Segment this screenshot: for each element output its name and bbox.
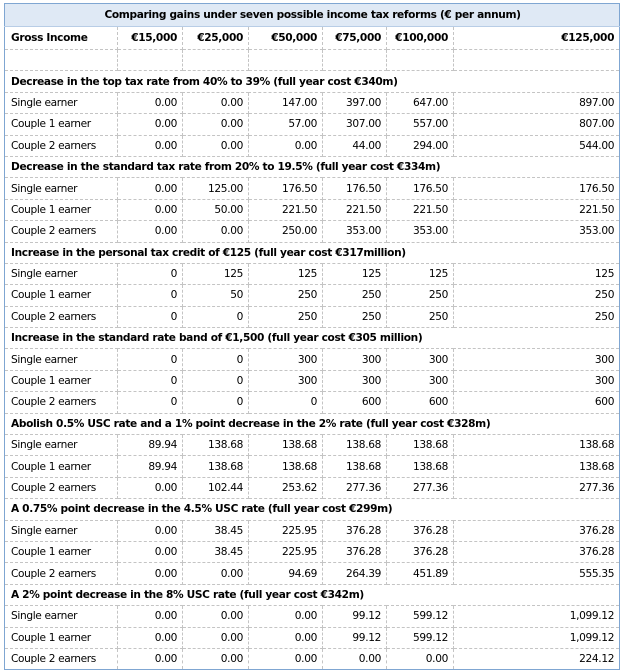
gross-income-label: Gross Income [5, 27, 118, 50]
gain-value-cell: 125 [387, 263, 454, 284]
gain-value-cell: 224.12 [579, 653, 615, 666]
gain-value-cell: 138.68 [454, 456, 620, 477]
table-row [5, 541, 620, 562]
gain-value-cell: 138.68 [454, 435, 620, 456]
table-row [5, 221, 620, 242]
table-row [5, 285, 620, 306]
gain-value-cell: 50 [183, 285, 249, 306]
gain-value-cell: 225.95 [249, 520, 323, 541]
gain-value-cell: 0 [183, 349, 249, 370]
household-type-label: Couple 2 earners [5, 135, 118, 156]
gain-value-cell: 38.45 [183, 541, 249, 562]
gain-value-cell: 897.00 [454, 92, 620, 113]
household-type-label: Couple 2 earners [5, 563, 118, 584]
gain-value-cell: 376.28 [454, 541, 620, 562]
gain-value-cell: 0.00 [183, 606, 249, 627]
gain-value-cell: 221.50 [249, 199, 323, 220]
gain-value-cell: 0 [118, 392, 183, 413]
section-header-row [5, 499, 620, 520]
gain-value-cell: 221.50 [323, 199, 387, 220]
income-header-100000: €100,000 [387, 27, 454, 50]
gain-value-cell: 0.00 [249, 135, 323, 156]
gain-value-cell: 300 [323, 349, 387, 370]
gain-value-cell: 221.50 [454, 199, 620, 220]
gain-value-cell: 600 [454, 392, 620, 413]
gain-value-cell: 0 [183, 370, 249, 391]
gain-value-cell: 0.00 [183, 648, 249, 669]
gain-value-cell: 277.36 [387, 477, 454, 498]
gain-value-cell: 147.00 [249, 92, 323, 113]
gain-value-cell: 250 [387, 285, 454, 306]
gain-value-cell: 138.68 [183, 435, 249, 456]
gain-value-cell: 0 [183, 306, 249, 327]
gain-value-cell: 99.12 [323, 606, 387, 627]
table-row [5, 263, 620, 284]
gain-value-cell: 300 [387, 349, 454, 370]
spacer-cell [454, 50, 620, 71]
gain-value-cell: 0.00 [118, 541, 183, 562]
gain-value-cell: 0.00 [118, 135, 183, 156]
gain-value-cell: 0.00 [118, 563, 183, 584]
gain-value-cell: 600 [323, 392, 387, 413]
gain-value-cell: 0.00 [118, 648, 183, 669]
table-body [5, 4, 620, 670]
gross-income-header-row [5, 27, 620, 50]
gain-value-cell: 1,099.12 [454, 627, 620, 648]
gain-value-cell: 0 [118, 370, 183, 391]
gain-value-cell: 0.00 [118, 114, 183, 135]
spacer-cell [249, 50, 323, 71]
household-type-label: Couple 1 earner [5, 627, 118, 648]
gain-value-cell: 0 [249, 392, 323, 413]
gain-value-cell: 0.00 [323, 648, 387, 669]
section-title: Increase in the standard rate band of €1,500 (full year cost €305 million) [5, 328, 620, 349]
household-type-label: Couple 1 earner [5, 456, 118, 477]
gain-value-cell: 0.00 [183, 135, 249, 156]
income-tax-reforms-table [4, 3, 620, 670]
section-title: Decrease in the top tax rate from 40% to 39% (full year cost €340m) [5, 71, 620, 92]
gain-value-cell: 0.00 [183, 627, 249, 648]
gain-value-cell: 176.50 [454, 178, 620, 199]
gain-value-cell: 353.00 [387, 221, 454, 242]
gain-value-cell: 138.68 [249, 435, 323, 456]
gain-value-cell: 138.68 [323, 435, 387, 456]
gain-value-cell: 125 [454, 263, 620, 284]
gain-value-cell: 0 [183, 392, 249, 413]
table-row [5, 370, 620, 391]
gain-value-cell: 0.00 [183, 221, 249, 242]
section-header-row [5, 328, 620, 349]
gain-value-cell: 0.00 [118, 477, 183, 498]
household-type-label: Couple 2 earners [5, 648, 118, 669]
table-row [5, 520, 620, 541]
gain-value-cell: 300 [387, 370, 454, 391]
table-title-row [5, 4, 620, 27]
table-row [5, 178, 620, 199]
household-type-label: Couple 2 earners [5, 221, 118, 242]
gain-value-cell: 0.00 [118, 178, 183, 199]
gain-value-cell: 300 [454, 370, 620, 391]
gain-value-cell: 0 [118, 285, 183, 306]
gain-value-cell: 0 [118, 263, 183, 284]
table-row [5, 135, 620, 156]
gain-value-cell: 0.00 [118, 92, 183, 113]
gain-value-cell: 89.94 [118, 456, 183, 477]
gain-value-cell: 376.28 [387, 541, 454, 562]
income-header-15000: €15,000 [118, 27, 183, 50]
gain-value-cell: 300 [323, 370, 387, 391]
spacer-cell [5, 50, 118, 71]
gain-value-cell: 0.00 [118, 520, 183, 541]
gain-value-cell: 0.00 [249, 648, 323, 669]
table-row [5, 92, 620, 113]
household-type-label: Couple 1 earner [5, 114, 118, 135]
gain-value-cell: 376.28 [387, 520, 454, 541]
gain-value-cell: 0.00 [249, 606, 323, 627]
gain-value-cell: 0.00 [118, 199, 183, 220]
table-row [5, 435, 620, 456]
gain-value-cell: 300 [249, 349, 323, 370]
gain-value-cell: 38.45 [183, 520, 249, 541]
household-type-label: Couple 1 earner [5, 370, 118, 391]
gain-value-cell: 555.35 [454, 563, 620, 584]
household-type-label: Couple 1 earner [5, 541, 118, 562]
household-type-label: Single earner [5, 92, 118, 113]
gain-value-cell: 99.12 [323, 627, 387, 648]
section-header-row [5, 242, 620, 263]
gain-value-cell: 376.28 [454, 520, 620, 541]
spacer-cell [118, 50, 183, 71]
gain-value-cell: 138.68 [387, 435, 454, 456]
gain-value-cell: 376.28 [323, 541, 387, 562]
gain-value-cell: 397.00 [323, 92, 387, 113]
gain-value-cell: 307.00 [323, 114, 387, 135]
gain-value-cell: 0.00 [118, 221, 183, 242]
gain-value-cell: 125 [249, 263, 323, 284]
gain-value-cell: 253.62 [249, 477, 323, 498]
table-row [5, 306, 620, 327]
gain-value-cell: 44.00 [323, 135, 387, 156]
gain-value-cell: 0.00 [183, 92, 249, 113]
gain-value-cell: 176.50 [249, 178, 323, 199]
spacer-cell [387, 50, 454, 71]
gain-value-cell: 138.68 [183, 456, 249, 477]
household-type-label: Couple 2 earners [5, 306, 118, 327]
section-header-row [5, 71, 620, 92]
gain-value-cell: 376.28 [323, 520, 387, 541]
gain-value-cell: 125.00 [183, 178, 249, 199]
gain-value-cell: 250 [387, 306, 454, 327]
gain-value-cell: 138.68 [387, 456, 454, 477]
table-row [5, 563, 620, 584]
gain-value-cell: 250 [454, 285, 620, 306]
gain-value-cell: 544.00 [454, 135, 620, 156]
gain-value-cell: 176.50 [387, 178, 454, 199]
gain-value-cell: 557.00 [387, 114, 454, 135]
gain-value-cell: 353.00 [454, 221, 620, 242]
gain-value-cell: 225.95 [249, 541, 323, 562]
gain-value-cell: 221.50 [387, 199, 454, 220]
gain-value-cell: 102.44 [183, 477, 249, 498]
gain-value-cell: 451.89 [387, 563, 454, 584]
spacer-row [5, 50, 620, 71]
income-header-25000: €25,000 [183, 27, 249, 50]
gain-value-cell: 250 [323, 285, 387, 306]
income-header-50000: €50,000 [249, 27, 323, 50]
gain-value-cell: 125 [323, 263, 387, 284]
gain-value-cell: 50.00 [183, 199, 249, 220]
gain-value-cell: 89.94 [118, 435, 183, 456]
gain-value-cell: 0.00 [118, 606, 183, 627]
gain-value-cell: 176.50 [323, 178, 387, 199]
gain-value-cell: 294.00 [387, 135, 454, 156]
gain-value-cell: 138.68 [323, 456, 387, 477]
gain-value-cell: 0.00 [249, 627, 323, 648]
household-type-label: Single earner [5, 349, 118, 370]
section-title: Decrease in the standard tax rate from 20% to 19.5% (full year cost €334m) [5, 156, 620, 177]
gain-value-cell: 125 [183, 263, 249, 284]
household-type-label: Couple 1 earner [5, 285, 118, 306]
gain-value-cell: 264.39 [323, 563, 387, 584]
gain-value-cell: 0 [118, 349, 183, 370]
spacer-cell [323, 50, 387, 71]
gain-value-cell: 599.12 [387, 606, 454, 627]
table-row [5, 456, 620, 477]
gain-value-cell: 300 [249, 370, 323, 391]
section-title: Increase in the personal tax credit of €125 (full year cost €317million) [5, 242, 620, 263]
household-type-label: Couple 2 earners [5, 392, 118, 413]
table-title: Comparing gains under seven possible income tax reforms (€ per annum) [5, 4, 620, 27]
gain-value-cell: 0.00 [387, 648, 454, 669]
household-type-label: Couple 2 earners [5, 477, 118, 498]
section-header-row [5, 584, 620, 605]
section-title: Abolish 0.5% USC rate and a 1% point decrease in the 2% rate (full year cost €328m) [5, 413, 620, 434]
gain-value-cell: 277.36 [323, 477, 387, 498]
gain-value-cell: 0.00 [183, 563, 249, 584]
table-row [5, 606, 620, 627]
table-row [5, 477, 620, 498]
gain-value-cell: 250.00 [249, 221, 323, 242]
section-header-row [5, 413, 620, 434]
gain-value-cell: 250 [454, 306, 620, 327]
gain-value-cell: 57.00 [249, 114, 323, 135]
household-type-label: Single earner [5, 178, 118, 199]
section-title: A 2% point decrease in the 8% USC rate (full year cost €342m) [5, 584, 620, 605]
gain-value-cell: 599.12 [387, 627, 454, 648]
gain-value-cell: 647.00 [387, 92, 454, 113]
gain-value-cell: 250 [249, 285, 323, 306]
household-type-label: Single earner [5, 435, 118, 456]
spacer-cell [183, 50, 249, 71]
gain-value-cell: 0.00 [183, 114, 249, 135]
gain-value-cell: 0 [118, 306, 183, 327]
table-row [5, 114, 620, 135]
gain-value-cell: 300 [454, 349, 620, 370]
gain-value-cell: 0.00 [118, 627, 183, 648]
household-type-label: Single earner [5, 520, 118, 541]
section-title: A 0.75% point decrease in the 4.5% USC rate (full year cost €299m) [5, 499, 620, 520]
table-row [5, 392, 620, 413]
table-row [5, 627, 620, 648]
gain-value-cell: 1,099.12 [454, 606, 620, 627]
income-header-125000: €125,000 [454, 27, 620, 50]
gain-value-cell: 353.00 [323, 221, 387, 242]
household-type-label: Single earner [5, 606, 118, 627]
table-row [5, 199, 620, 220]
gain-value-cell: 277.36 [454, 477, 620, 498]
gain-value-cell: 807.00 [454, 114, 620, 135]
gain-value-cell: 600 [387, 392, 454, 413]
income-header-75000: €75,000 [323, 27, 387, 50]
household-type-label: Single earner [5, 263, 118, 284]
gain-value-cell: 94.69 [249, 563, 323, 584]
gain-value-cell: 250 [323, 306, 387, 327]
household-type-label: Couple 1 earner [5, 199, 118, 220]
table-row [5, 349, 620, 370]
gain-value-cell: 250 [249, 306, 323, 327]
section-header-row [5, 156, 620, 177]
gain-value-cell: 138.68 [249, 456, 323, 477]
